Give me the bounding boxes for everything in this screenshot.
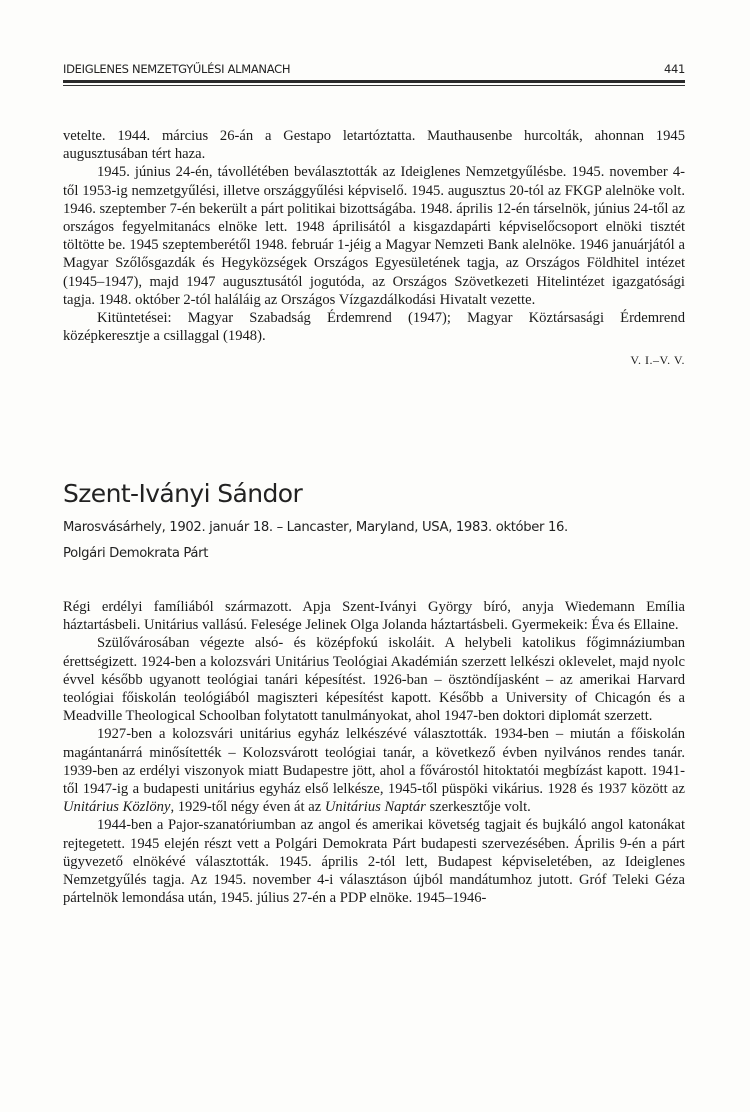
previous-entry-text [63, 127, 685, 370]
page-number: 441 [663, 62, 685, 76]
paragraph: Kitüntetései: Magyar Szabadság Érdemrend (1947); Magyar Köztársasági Érdemrend középkeresztje a csillaggal (1948). [63, 310, 685, 345]
paragraph: Régi erdélyi famíliából származott. Apja Szent-Iványi György bíró, anyja Wiedemann Emília háztartásbeli. Unitárius vallású. Felesége Jelinek Olga Jolanda háztartásbeli. Gyermekeik: Éva és Ellaine. [63, 599, 685, 634]
author-signature: V. I.–V. V. [630, 353, 685, 368]
paragraph: 1944-ben a Pajor-szanatóriumban az angol és amerikai követség tagjait és bujkáló angol katonákat rejtegetett. 1945 elején részt vett a Polgári Demokrata Párt budapesti szervezésében. Április 9-én a párt ügyvezető elnökévé választották. 1945. április 2-tól lett, Budapest képviseletében, az Ideiglenes Nemzetgyűlés tagja. Az 1945. november 4-i választáson újból mandátumhoz jutott. Gróf Teleki Géza pártelnök lemondása után, 1945. július 27-én a PDP elnöke. 1945–1946- [63, 817, 685, 907]
paragraph: Szülővárosában végezte alsó- és középfokú iskoláit. A helybeli katolikus főgimnáziumban érettségizett. 1924-ben a kolozsvári Unitárius Teológiai Akadémián szerzett lelkészi oklevelet, majd nyolc évvel később ugyanott teológiai tanári képesítést. 1926-ban – ösztöndíjasként – az amerikai Harvard teológiai főiskolán teológiából magiszteri képesítést kapott. Később a University of Chicagón és a Meadville Theological Schoolban folytatott tanulmányokat, ahol 1947-ben doktori diplomát szerzett. [63, 635, 685, 725]
header-rule-thin [63, 85, 685, 86]
header-rule-thick [63, 80, 685, 83]
entry-name: Szent-Iványi Sándor [63, 479, 303, 508]
text-span: , 1929-től négy éven át az [170, 799, 325, 816]
running-head [63, 62, 685, 76]
paragraph: 1945. június 24-én, távollétében beválasztották az Ideiglenes Nemzetgyűlésbe. 1945. november 4-től 1953-ig nemzetgyűlési, illetve országgyűlési képviselő. 1945. augusztus 20-tól az FKGP alelnöke volt. 1946. szeptember 7-én bekerült a párt politikai bizottságába. 1948. április 12-én társelnök, június 24-től az országos fegyelmitanács elnöke lett. 1948 áprilisától a kisgazdapárti képviselőcsoport elnöki tisztét töltötte be. 1945 szeptemberétől 1948. február 1-jéig a Magyar Nemzeti Bank alelnöke. 1946 januárjától a Magyar Szőlősgazdák és Hegyközségek Országos Egyesületének tagja, az Országos Földhitel intézet (1945–1947), majd 1947 augusztusától jogutóda, az Országos Szövetkezeti Hitelintézet igazgatósági tagja. 1948. október 2-tól haláláig az Országos Vízgazdálkodási Hivatalt vezette. [63, 164, 685, 308]
running-title: IDEIGLENES NEMZETGYŰLÉSI ALMANACH [63, 62, 291, 76]
publication-title: Unitárius Közlöny [63, 799, 171, 816]
text-span: 1927-ben a kolozsvári unitárius egyház lelkészévé választották. 1934-ben – miután a főiskolán magántanárrá minősítették – Kolozsvárott teológiai tanár, a következő évben nyilvános rendes tanár. 1939-ben az erdélyi viszonyok miatt Budapestre jött, ahol a fővárostól hitoktatói megbízást kapott. 1941-től 1947-ig a budapesti unitárius egyház első lelkésze, 1945-től püspöki vikárius. 1928 és 1937 között az [63, 726, 685, 798]
entry-party: Polgári Demokrata Párt [63, 546, 209, 561]
entry-birth-death: Marosvásárhely, 1902. január 18. – Lancaster, Maryland, USA, 1983. október 16. [63, 520, 568, 535]
paragraph: vetelte. 1944. március 26-án a Gestapo letartóztatta. Mauthausenbe hurcolták, ahonnan 1945 augusztusában tért haza. [63, 128, 685, 163]
text-span: szerkesztője volt. [425, 799, 531, 816]
entry-heading [63, 478, 703, 563]
publication-title: Unitárius Naptár [324, 799, 426, 816]
paragraph [63, 725, 685, 816]
entry-body-text [63, 598, 685, 907]
